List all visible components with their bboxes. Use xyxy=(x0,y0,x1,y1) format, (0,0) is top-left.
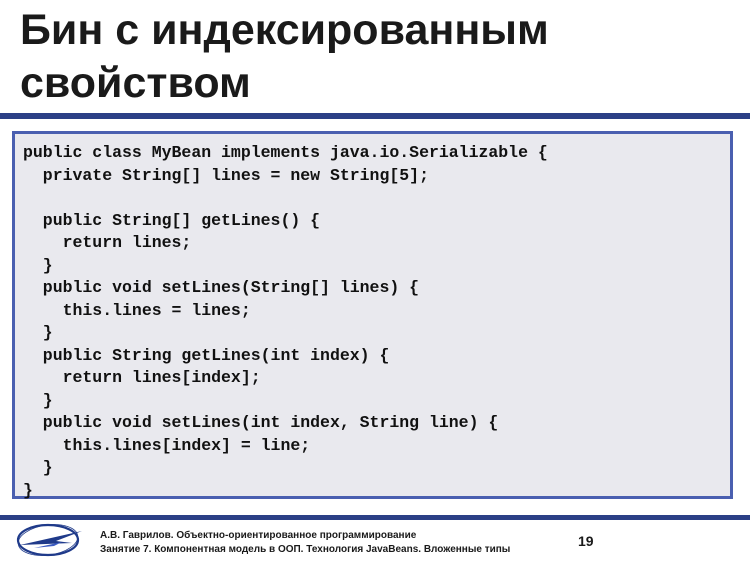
slide-title xyxy=(20,4,720,110)
code-listing xyxy=(23,142,548,502)
code-line: this.lines = lines; xyxy=(23,300,251,320)
code-line: return lines; xyxy=(23,233,192,252)
code-line: public class MyBean implements java.io.Serializable { xyxy=(23,143,548,162)
code-block xyxy=(12,131,733,499)
slide-title-line-1: Бин с индексированным xyxy=(20,6,549,54)
code-line: private String[] lines = new String[5]; xyxy=(23,165,429,185)
code-line: } xyxy=(23,323,53,342)
bottom-divider xyxy=(0,515,750,520)
code-line: } xyxy=(23,480,33,500)
code-line: public String[] getLines() { xyxy=(23,210,321,230)
code-line: public void setLines(String[] lines) { xyxy=(23,278,420,297)
code-line: public String getLines(int index) { xyxy=(23,345,390,365)
footer-text xyxy=(100,529,510,557)
footer-lesson-line: Занятие 7. Компонентная модель в ООП. Технология JavaBeans. Вложенные типы xyxy=(100,544,511,555)
code-line: public void setLines(int index, String line) { xyxy=(23,413,499,432)
top-divider xyxy=(0,113,750,119)
page-number: 19 xyxy=(578,533,594,549)
footer-author-line: А.В. Гаврилов. Объектно-ориентированное программирование xyxy=(100,530,417,541)
university-logo-icon xyxy=(14,521,86,559)
code-line: } xyxy=(23,390,53,410)
code-line: } xyxy=(23,255,53,275)
code-line: return lines[index]; xyxy=(23,368,261,387)
slide-title-line-2: свойством xyxy=(20,59,251,107)
code-line: } xyxy=(23,458,53,477)
code-line: this.lines[index] = line; xyxy=(23,435,311,455)
